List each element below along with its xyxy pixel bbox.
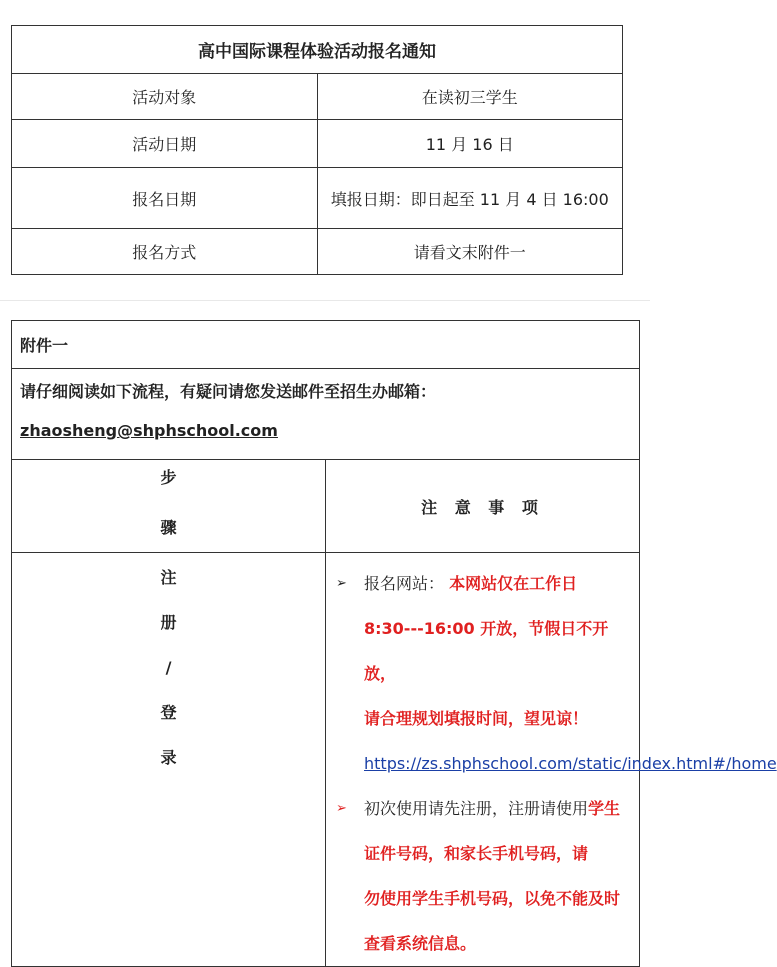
item-warning: 本网站仅在工作日 8:30---16:00 开放，节假日不开放， [364, 574, 609, 683]
step-char: 注 [160, 568, 177, 587]
list-item [336, 561, 777, 786]
item-warning: 勿使用学生手机号码，以免不能及时查看系统信息。 [364, 889, 621, 953]
item-warning: 请合理规划填报时间，望见谅！ [364, 709, 589, 728]
attachment-heading: 附件一 [12, 321, 640, 369]
email-link[interactable]: zhaosheng@shphschool.com [20, 421, 278, 440]
step-header-char: 骤 [160, 518, 177, 537]
page-divider [0, 300, 650, 301]
row-label-signup-date: 报名日期 [12, 168, 318, 229]
notes-content [326, 553, 777, 967]
attachment-intro [12, 369, 640, 460]
item-prefix: 报名网站： [364, 574, 445, 593]
item-warning: 学生证件号码，和家长手机号码，请 [364, 799, 621, 863]
step-char: 登 [160, 703, 177, 722]
step-char: 录 [160, 748, 177, 767]
registration-url-link[interactable]: https://zs.shphschool.com/static/index.html#/home [364, 754, 777, 773]
attachment-table [11, 320, 777, 967]
step-char: / [165, 658, 172, 677]
arrow-bullet-icon: ➢ [336, 801, 347, 816]
row-value-signup-method: 请看文末附件一 [317, 229, 623, 275]
list-item [336, 786, 629, 966]
notes-column-header: 注 意 事 项 [326, 460, 640, 553]
intro-text: 请仔细阅读如下流程，有疑问请您发送邮件至招生办邮箱： [20, 382, 437, 401]
step-column-header [12, 460, 326, 553]
row-label-signup-method: 报名方式 [12, 229, 318, 275]
item-prefix: 初次使用请先注册，注册请使用 [364, 799, 589, 818]
row-label-target: 活动对象 [12, 74, 318, 120]
step-char: 册 [160, 613, 177, 632]
step-register-login [12, 553, 326, 967]
notice-title: 高中国际课程体验活动报名通知 [12, 26, 623, 74]
notice-table [11, 25, 623, 275]
row-label-date: 活动日期 [12, 120, 318, 168]
row-value-target: 在读初三学生 [317, 74, 623, 120]
step-header-char: 步 [160, 468, 177, 487]
arrow-bullet-icon: ➢ [336, 576, 347, 591]
row-value-date: 11 月 16 日 [317, 120, 623, 168]
row-value-signup-date: 填报日期：即日起至 11 月 4 日 16:00 [317, 168, 623, 229]
